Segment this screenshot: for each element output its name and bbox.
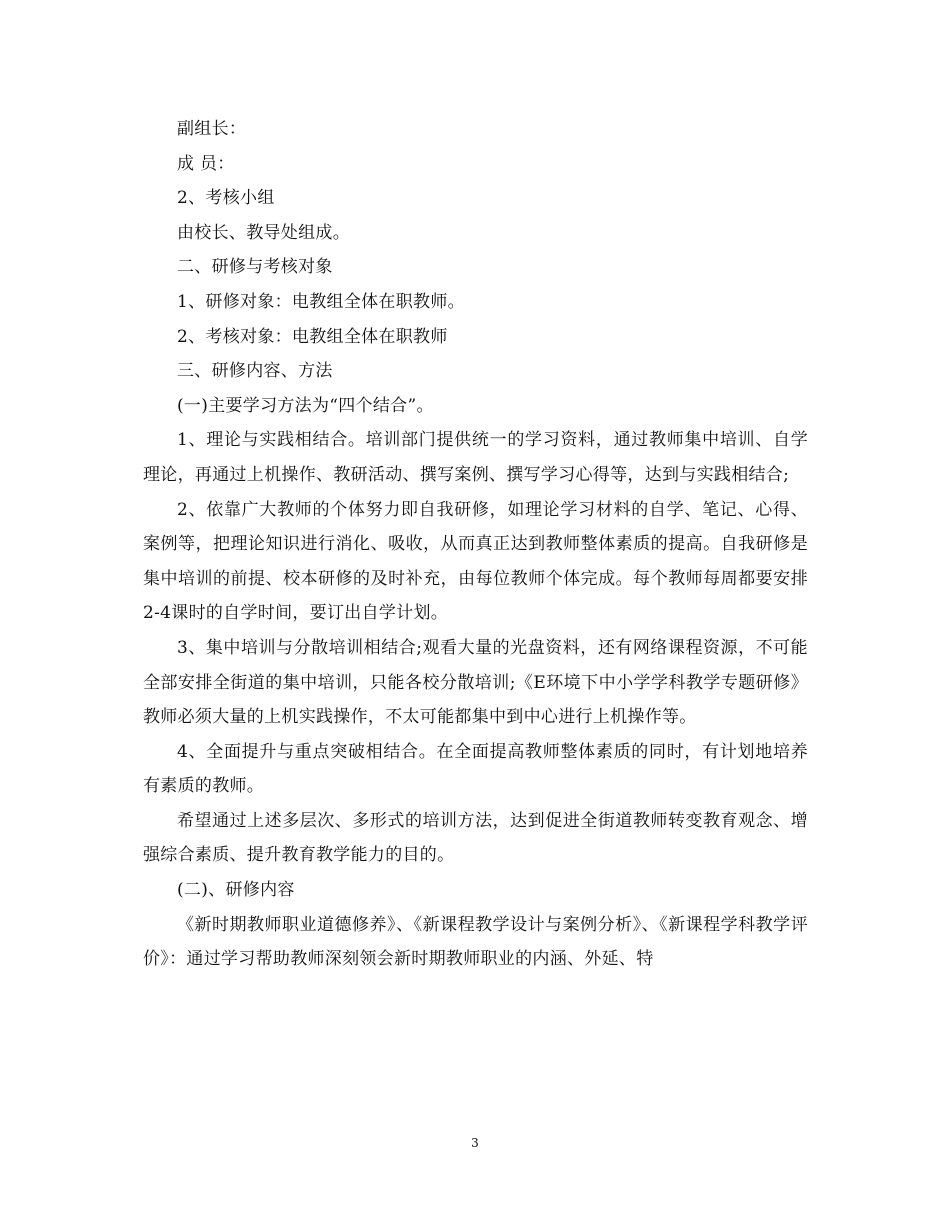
paragraph: 由校长、教导处组成。 bbox=[177, 222, 350, 243]
paragraph: 2、依靠广大教师的个体努力即自我研修，如理论学习材料的自学、笔记、心得、案例等，把理论知识进行消化、吸收，从而真正达到教师整体素质的提高。自我研修是集中培训的前提、校本研修的及时补充，由每位教师个体完成。每个教师每周都要安排2-4课时的自学时间，要订出自学计划。 bbox=[143, 499, 808, 624]
subsection-heading: (一)主要学习方法为“四个结合”。 bbox=[177, 395, 434, 416]
section-heading: 二、研修与考核对象 bbox=[177, 257, 333, 278]
section-heading: 三、研修内容、方法 bbox=[177, 361, 333, 382]
paragraph: 成 员： bbox=[177, 153, 235, 174]
paragraph: 3、集中培训与分散培训相结合;观看大量的光盘资料，还有网络课程资源，不可能全部安排全街道的集中培训，只能各校分散培训;《E环境下中小学学科教学专题研修》教师必须大量的上机实践操作，不太可能都集中到中心进行上机操作等。 bbox=[143, 637, 808, 728]
paragraph: 副组长： bbox=[177, 119, 247, 139]
paragraph: 1、理论与实践相结合。培训部门提供统一的学习资料，通过教师集中培训、自学理论，再通过上机操作、教研活动、撰写案例、撰写学习心得等，达到与实践相结合; bbox=[143, 430, 808, 485]
document-body bbox=[143, 112, 808, 977]
paragraph: 希望通过上述多层次、多形式的培训方法，达到促进全街道教师转变教育观念、增强综合素质、提升教育教学能力的目的。 bbox=[143, 810, 808, 866]
paragraph: 《新时期教师职业道德修养》、《新课程教学设计与案例分析》、《新课程学科教学评价》：通过学习帮助教师深刻领会新时期教师职业的内涵、外延、特 bbox=[143, 914, 808, 970]
page-number: 3 bbox=[471, 1136, 479, 1150]
paragraph: 2、考核对象：电教组全体在职教师 bbox=[177, 326, 448, 347]
paragraph: 4、全面提升与重点突破相结合。在全面提高教师整体素质的同时，有计划地培养有素质的教师。 bbox=[143, 741, 808, 797]
paragraph: 1、研修对象：电教组全体在职教师。 bbox=[177, 291, 465, 312]
paragraph: 2、考核小组 bbox=[177, 188, 275, 209]
subsection-heading: (二)、研修内容 bbox=[177, 880, 295, 901]
